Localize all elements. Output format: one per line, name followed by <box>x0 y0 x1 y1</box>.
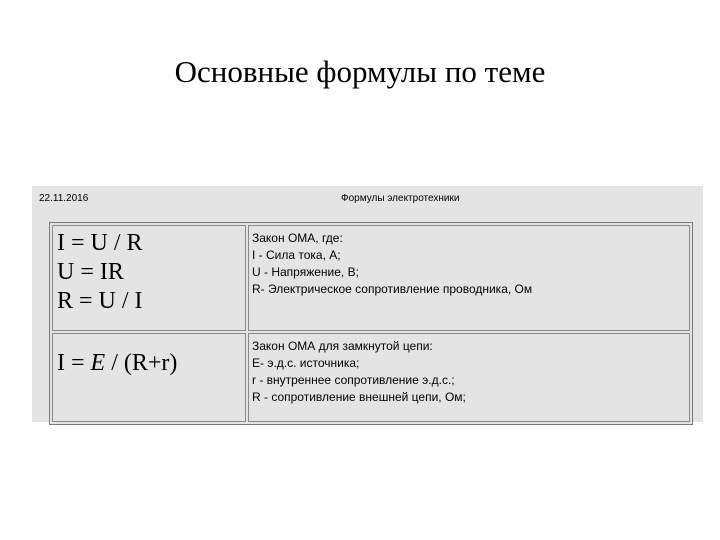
slide-title: Основные формулы по теме <box>174 54 546 89</box>
description-line: R - сопротивление внешней цепи, Ом; <box>252 390 466 404</box>
formula-cell <box>52 333 246 422</box>
description-line: Е- э.д.с. источника; <box>252 356 360 370</box>
formula-suffix: / (R+r) <box>105 350 178 376</box>
description-line: I - Сила тока, А; <box>252 248 341 262</box>
formula-prefix: I = <box>57 350 91 376</box>
description-line: r - внутреннее сопротивление э.д.с.; <box>252 373 455 387</box>
description-line: Закон ОМА, где: <box>252 231 343 245</box>
description-cell <box>248 225 690 331</box>
formula-table <box>49 222 693 425</box>
document-date: 22.11.2016 <box>39 193 89 204</box>
document-header-title: Формулы электротехники <box>341 193 460 204</box>
formula-line <box>57 349 245 378</box>
description-line: R- Электрическое сопротивление проводника, Ом <box>252 282 533 296</box>
table-row <box>52 225 690 331</box>
formula-line: R = U / I <box>57 288 143 314</box>
document-image <box>32 186 703 422</box>
formula-line: I = U / R <box>57 230 143 256</box>
formula-line: U = IR <box>57 259 124 285</box>
formula-emf-symbol: E <box>90 350 106 376</box>
description-cell <box>248 333 690 422</box>
description-line: U - Напряжение, В; <box>252 265 359 279</box>
formula-cell <box>52 225 246 331</box>
description-line: Закон ОМА для замкнутой цепи: <box>252 339 433 353</box>
table-row <box>52 333 690 422</box>
